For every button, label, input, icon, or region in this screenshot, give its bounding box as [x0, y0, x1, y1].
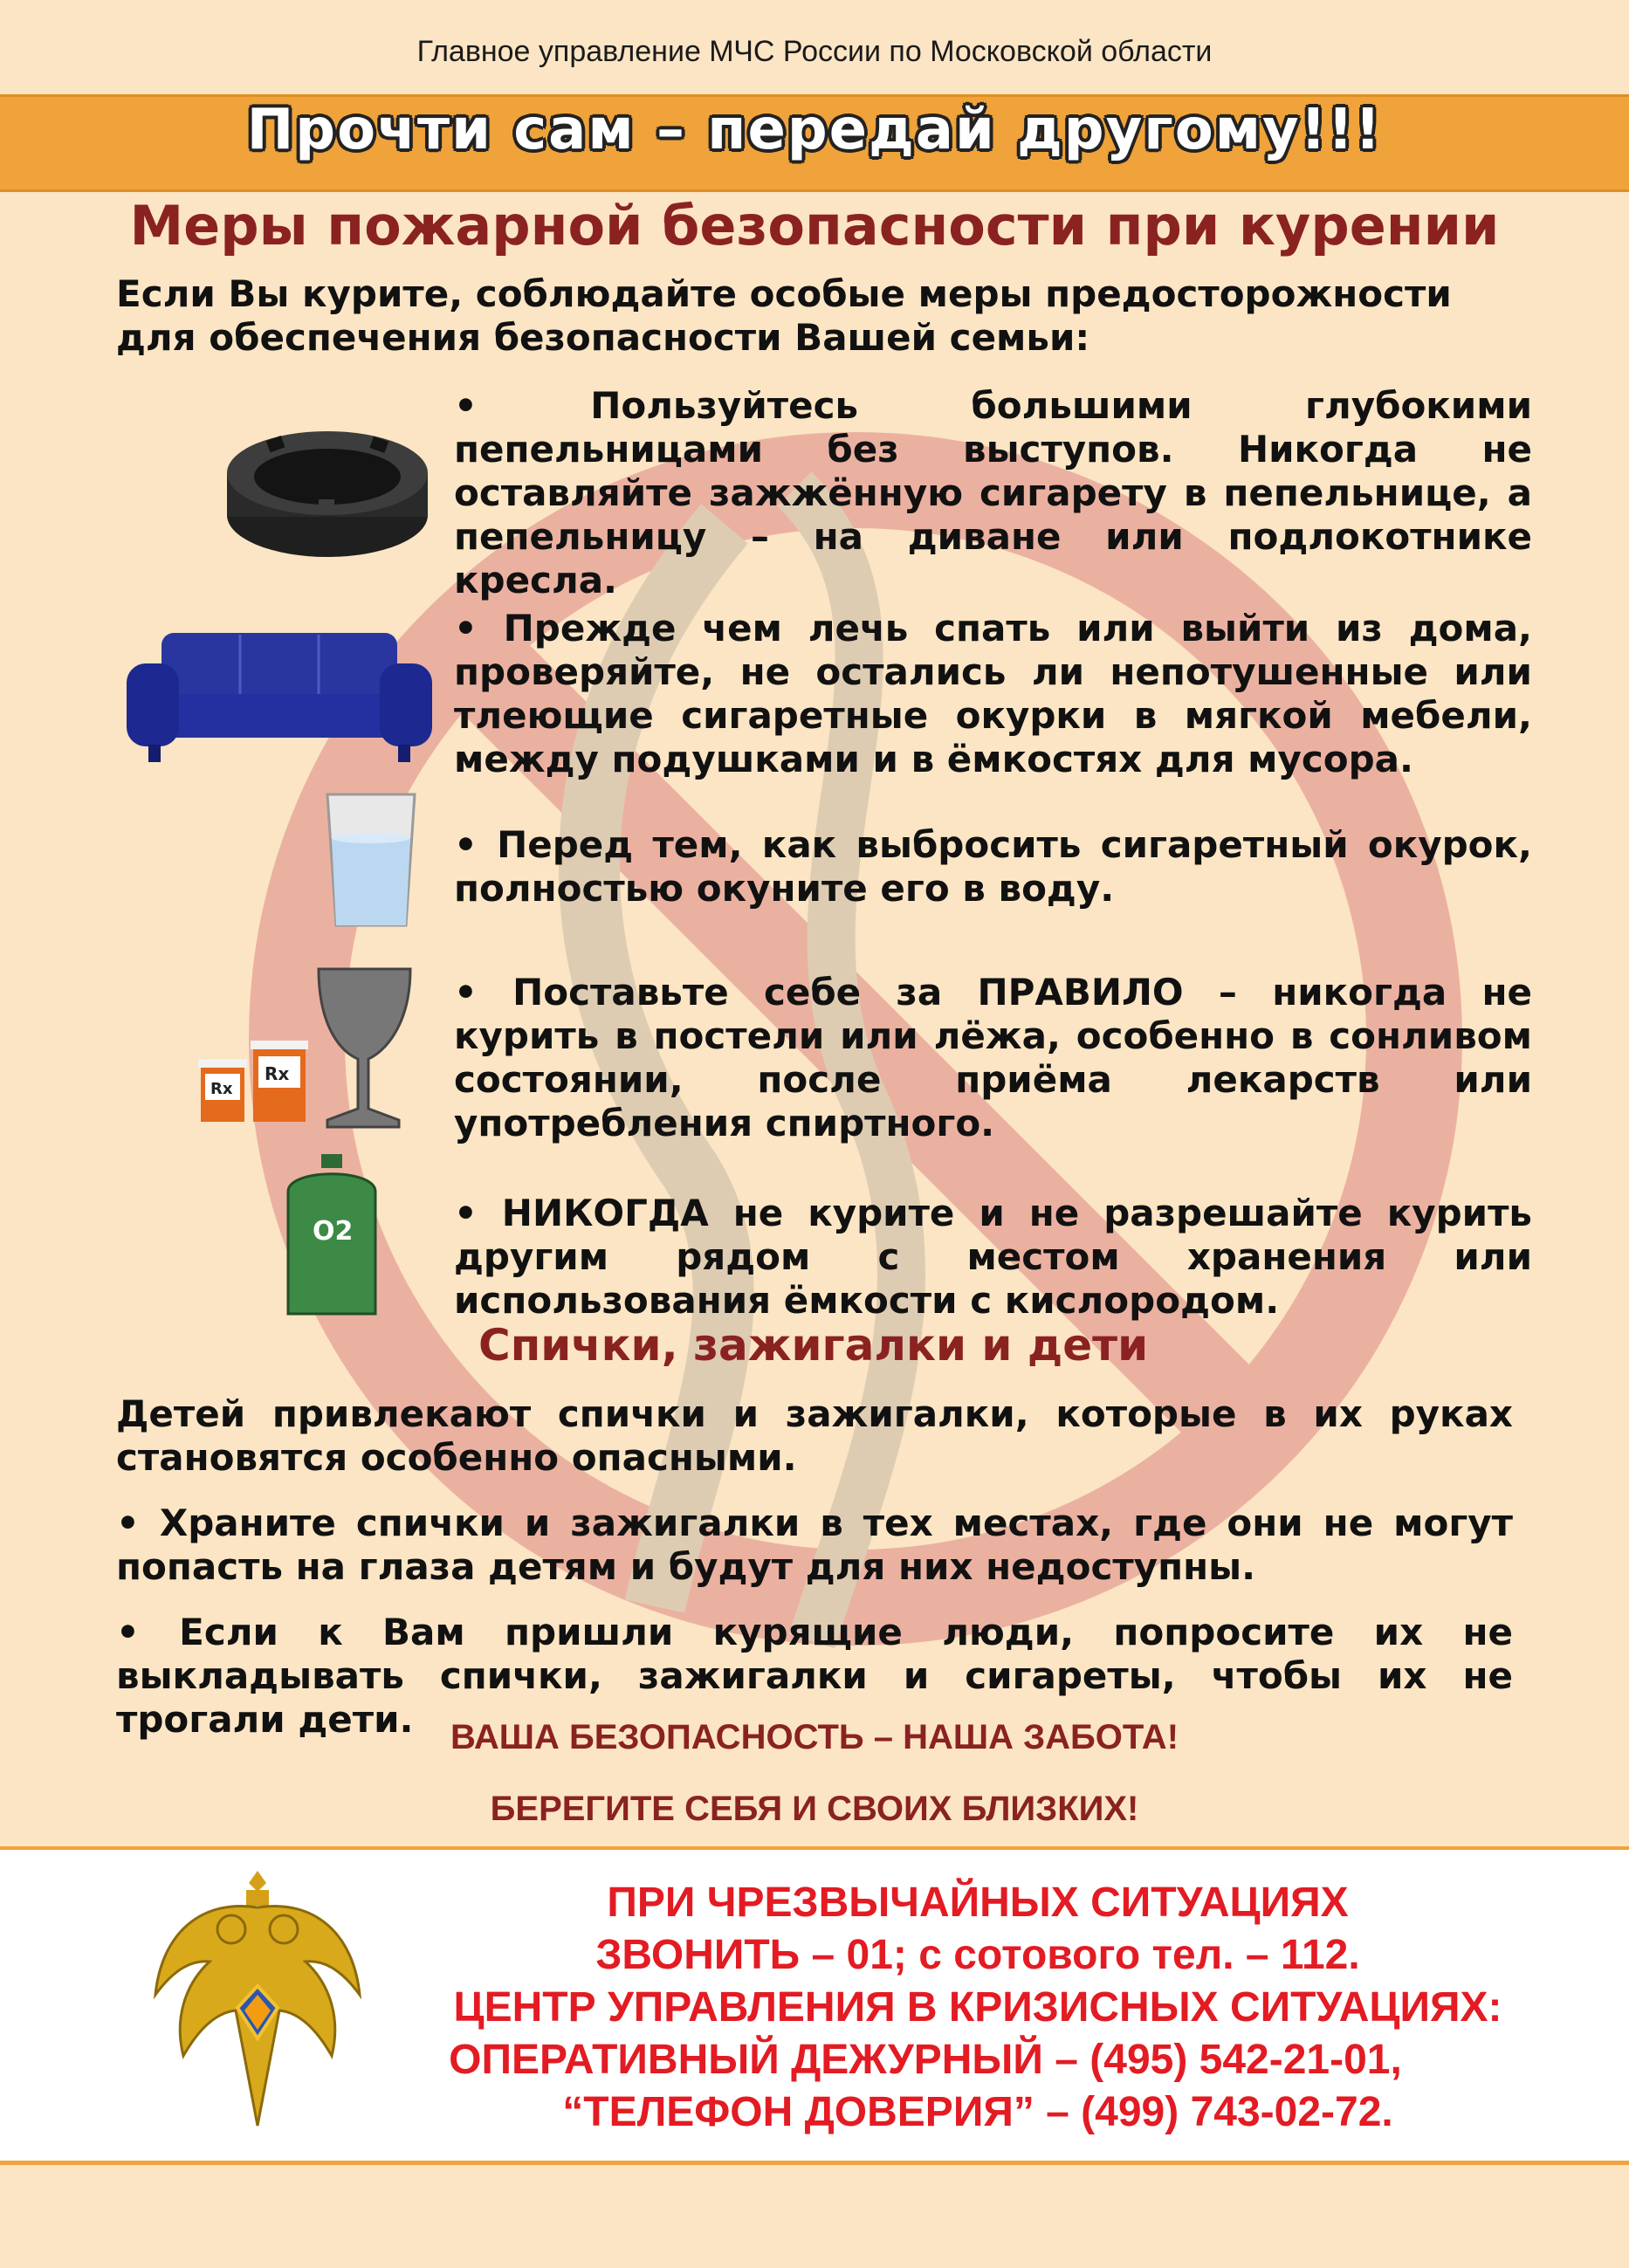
kids-tip-guests: • Если к Вам пришли курящие люди, попросите их не выкладывать спички, зажигалки и сигареты, чтобы их не трогали дети. — [116, 1611, 1513, 1741]
sofa-icon — [122, 624, 436, 764]
emergency-line-2: ЗВОНИТЬ – 01; с сотового тел. – 112. — [595, 1932, 1360, 1978]
emergency-line-3: ЦЕНТР УПРАВЛЕНИЯ В КРИЗИСНЫХ СИТУАЦИЯХ: — [453, 1984, 1502, 2031]
rx-label-1: Rx — [210, 1080, 233, 1098]
tip-bed: • Поставьте себе за ПРАВИЛО – никогда не курить в постели или лёжа, особенно в сонливом состоянии, после приёма лекарств или употребления спиртного. — [454, 971, 1532, 1144]
oxygen-tank-icon — [279, 1152, 384, 1318]
kids-tip-storage: • Храните спички и зажигалки в тех местах, где они не могут попасть на глаза детям и будут для них недоступны. — [116, 1502, 1513, 1588]
water-glass-icon — [323, 790, 419, 930]
page-title: Меры пожарной безопасности при курении — [129, 194, 1500, 258]
rx-label-2: Rx — [265, 1063, 290, 1084]
emergency-line-4: ОПЕРАТИВНЫЙ ДЕЖУРНЫЙ – (495) 542-21-01, — [449, 2037, 1402, 2083]
tip-oxygen: • НИКОГДА не курите и не разрешайте курить другим рядом с местом хранения или использования ёмкости с кислородом. — [454, 1192, 1532, 1322]
kids-section-title: Спички, зажигалки и дети — [478, 1320, 1149, 1371]
oxygen-label: O2 — [313, 1216, 354, 1247]
emergency-line-5: “ТЕЛЕФОН ДОВЕРИЯ” – (499) 743-02-72. — [562, 2089, 1393, 2135]
safety-slogan-1: ВАША БЕЗОПАСНОСТЬ – НАША ЗАБОТА! — [450, 1718, 1179, 1756]
kids-intro: Детей привлекают спички и зажигалки, которые в их руках становятся особенно опасными. — [116, 1392, 1513, 1479]
emergency-line-1: ПРИ ЧРЕЗВЫЧАЙНЫХ СИТУАЦИЯХ — [607, 1880, 1349, 1926]
slogan: Прочти сам – передай другому!!! — [246, 98, 1383, 162]
ashtray-icon — [223, 419, 432, 567]
organization-name: Главное управление МЧС России по Московской области — [416, 35, 1213, 68]
medicine-and-wineglass-icon — [196, 965, 415, 1131]
intro-text: Если Вы курите, соблюдайте особые меры предосторожности для обеспечения безопасности Вашей семьи: — [116, 272, 1452, 359]
tip-water: • Перед тем, как выбросить сигаретный окурок, полностью окуните его в воду. — [454, 823, 1532, 910]
tip-sofa: • Прежде чем лечь спать или выйти из дома, проверяйте, не остались ли непотушенные или тлеющие сигаретные окурки в мягкой мебели, между подушками и в ёмкостях для мусора. — [454, 607, 1532, 780]
tip-ashtray: • Пользуйтесь большими глубокими пепельницами без выступов. Никогда не оставляйте зажжённую сигарету в пепельнице, а пепельницу – на диване или подлокотнике кресла. — [454, 384, 1532, 601]
safety-slogan-2: БЕРЕГИТЕ СЕБЯ И СВОИХ БЛИЗКИХ! — [490, 1790, 1139, 1828]
emergency-ministry-emblem-icon — [148, 1864, 367, 2143]
bottom-divider — [0, 2161, 1629, 2165]
